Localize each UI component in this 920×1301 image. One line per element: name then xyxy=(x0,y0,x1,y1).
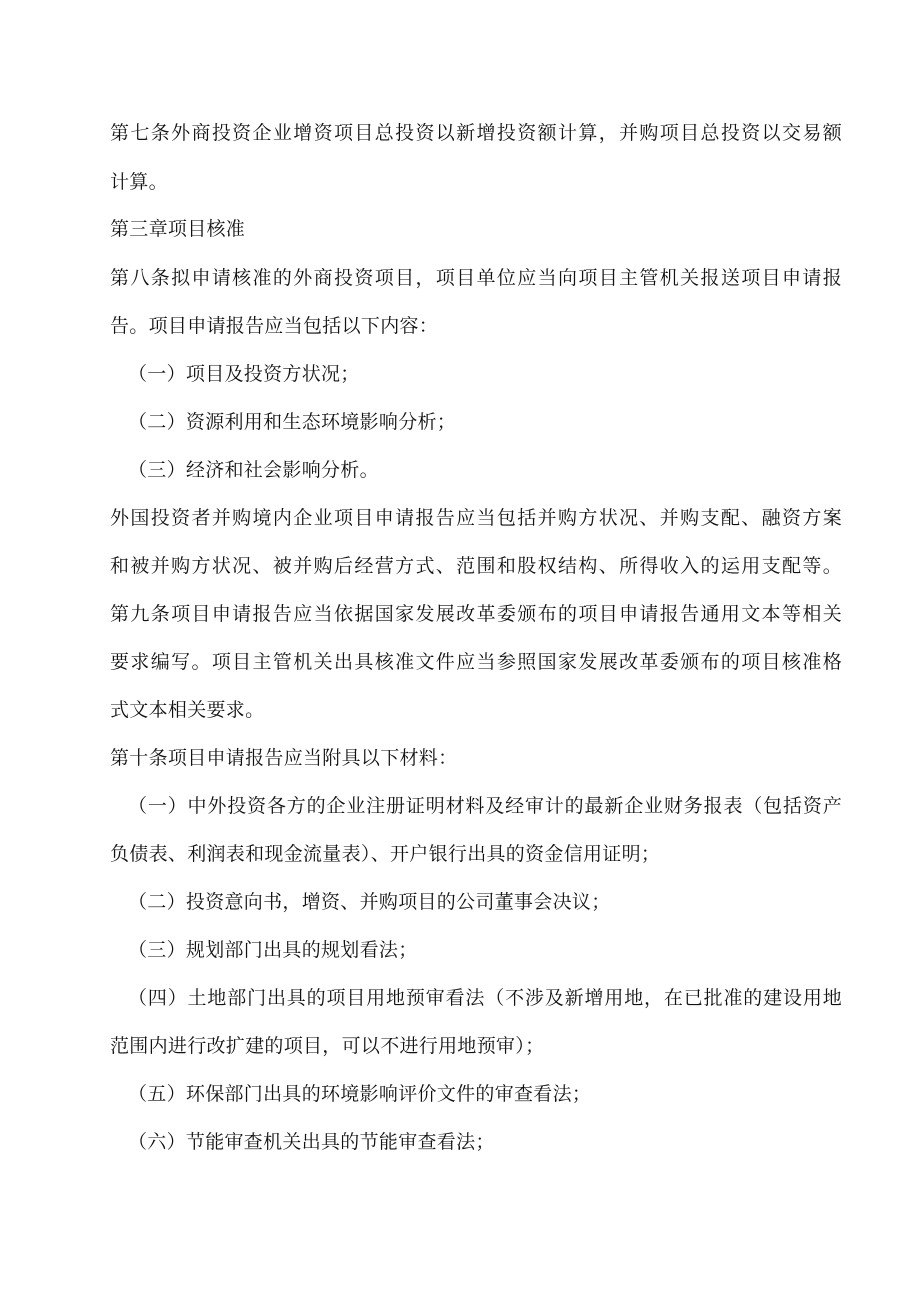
article-10-item-4-line-1: （四）土地部门出具的项目用地预审看法（不涉及新增用地，在已批准的建设用地 xyxy=(128,987,842,1009)
article-9-line-3: 式文本相关要求。 xyxy=(110,699,265,721)
article-10-item-6: （六）节能审查机关出具的节能审查看法； xyxy=(128,1131,495,1153)
merger-paragraph-line-1: 外国投资者并购境内企业项目申请报告应当包括并购方状况、并购支配、融资方案 xyxy=(110,507,842,529)
article-8-line-2: 告。项目申请报告应当包括以下内容： xyxy=(110,315,439,337)
article-10-item-1-line-1: （一）中外投资各方的企业注册证明材料及经审计的最新企业财务报表（包括资产 xyxy=(128,795,842,817)
article-10-item-2: （二）投资意向书，增资、并购项目的公司董事会决议； xyxy=(128,891,611,913)
chapter-3-heading: 第三章项目核准 xyxy=(110,218,246,240)
article-8-item-1: （一）项目及投资方状况； xyxy=(128,363,360,385)
article-9-line-1: 第九条项目申请报告应当依据国家发展改革委颁布的项目申请报告通用文本等相关 xyxy=(110,603,842,625)
article-10-item-5: （五）环保部门出具的环境影响评价文件的审查看法； xyxy=(128,1083,592,1105)
article-8-item-3: （三）经济和社会影响分析。 xyxy=(128,459,379,481)
merger-paragraph-line-2: 和被并购方状况、被并购后经营方式、范围和股权结构、所得收入的运用支配等。 xyxy=(110,555,842,577)
article-7-line-1: 第七条外商投资企业增资项目总投资以新增投资额计算，并购项目总投资以交易额 xyxy=(110,122,842,144)
article-10-item-1-line-2: 负债表、利润表和现金流量表）、开户银行出具的资金信用证明； xyxy=(110,843,661,865)
article-8-line-1: 第八条拟申请核准的外商投资项目，项目单位应当向项目主管机关报送项目申请报 xyxy=(110,267,842,289)
article-10-item-3: （三）规划部门出具的规划看法； xyxy=(128,939,418,961)
article-7-line-2: 计算。 xyxy=(110,171,168,193)
article-9-line-2: 要求编写。项目主管机关出具核准文件应当参照国家发展改革委颁布的项目核准格 xyxy=(110,651,842,673)
article-10-item-4-line-2: 范围内进行改扩建的项目，可以不进行用地预审）； xyxy=(110,1035,545,1057)
article-8-item-2: （二）资源利用和生态环境影响分析； xyxy=(128,411,457,433)
article-10-line-1: 第十条项目申请报告应当附具以下材料： xyxy=(110,747,458,769)
